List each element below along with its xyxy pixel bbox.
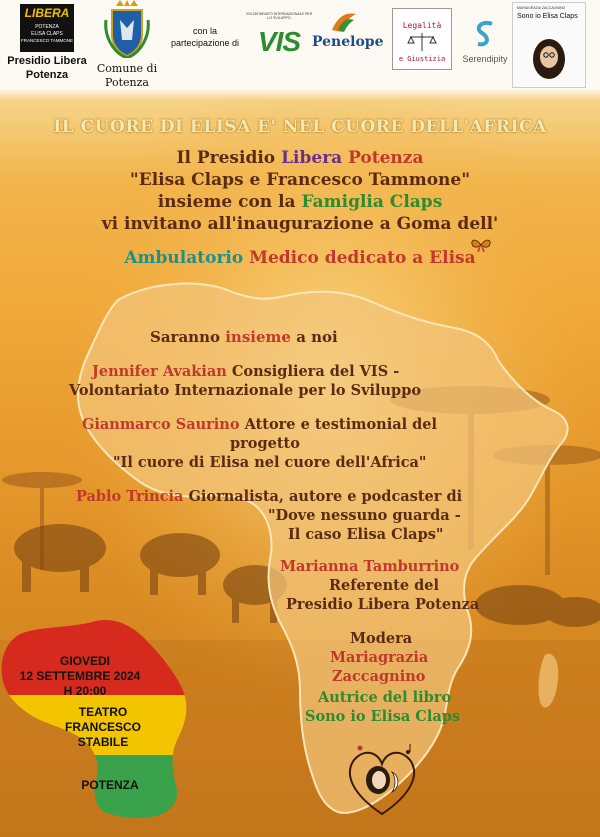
guest-1-role-1: Consigliera del VIS -	[231, 363, 400, 380]
libera-caption-1: Presidio Libera	[7, 55, 87, 67]
guest-1-role-2: Volontariato Internazionale per lo Sviluppo	[69, 382, 422, 399]
moderator-name-1: Mariagrazia	[330, 649, 429, 666]
invite-famiglia-claps: Famiglia Claps	[301, 192, 443, 212]
guests-intro-anoi: a noi	[296, 328, 338, 346]
guest-4-name: Marianna Tamburrino	[280, 558, 460, 575]
book-title: Sono io Elisa Claps	[517, 13, 578, 20]
invite-ambulatorio: Ambulatorio	[124, 248, 244, 268]
libera-logo-text: LIBERA	[24, 6, 70, 20]
event-date: 12 SETTEMBRE 2024	[19, 669, 141, 683]
event-day: GIOVEDI	[59, 654, 110, 668]
guest-1-name: Jennifer Avakian	[92, 363, 227, 380]
libera-logo-sub-1: POTENZA	[35, 24, 59, 30]
event-city: POTENZA	[81, 778, 139, 792]
penelope-logo: Penelope	[312, 34, 384, 50]
guest-3-name: Pablo Trincia	[76, 488, 184, 505]
moderator-role-1: Autrice del libro	[318, 689, 452, 706]
poster-title: IL CUORE DI ELISA E' NEL CUORE DELL'AFRICA	[53, 117, 547, 137]
libera-logo-sub-3: FRANCESCO TAMMONE	[20, 38, 74, 43]
event-venue-1: TEATRO	[78, 705, 128, 719]
legalita-logo-line-2: e Giustizia	[398, 55, 446, 63]
guest-4-role-2: Presidio Libera Potenza	[286, 596, 480, 613]
invite-medico: Medico dedicato a Elisa	[249, 248, 476, 268]
event-venue-3: STABILE	[77, 735, 129, 749]
vis-logo: VIS	[257, 26, 301, 57]
libera-logo-sub-2: ELISA CLAPS	[31, 31, 63, 37]
book-author: MARIAGRAZIA ZACCAGNINO	[517, 6, 566, 10]
serendipity-logo: Serendipity	[462, 54, 508, 64]
event-venue-2: FRANCESCO	[64, 720, 141, 734]
guests-intro-saranno: Saranno	[150, 328, 220, 346]
invite-libera: Libera	[281, 148, 343, 168]
comune-caption-2: Potenza	[105, 76, 149, 89]
partnership-text-1: con la	[192, 26, 218, 36]
invite-potenza: Potenza	[348, 148, 424, 168]
guest-3-role-2: "Dove nessuno guarda -	[268, 507, 461, 524]
legalita-logo-line-1: Legalità	[402, 21, 442, 30]
invite-presidio: Presidio	[196, 148, 276, 168]
libera-caption-2: Potenza	[25, 69, 69, 81]
guest-3-role-1: Giornalista, autore e podcaster di	[188, 488, 463, 505]
guest-2-name: Gianmarco Saurino	[82, 416, 240, 433]
guests-intro-insieme: insieme	[225, 328, 291, 346]
event-time: H 20:00	[63, 684, 107, 698]
partnership-text-2: partecipazione di	[170, 38, 240, 48]
guest-3-role-3: Il caso Elisa Claps"	[288, 526, 444, 543]
invite-il: Il	[176, 148, 191, 168]
guest-4-role-1: Referente del	[329, 577, 439, 594]
invite-insieme: insieme con la	[157, 192, 296, 212]
invite-line-4: vi invitano all'inaugurazione a Goma dell'	[101, 214, 499, 234]
moderator-label: Modera	[350, 630, 413, 647]
comune-caption-1: Comune di	[96, 62, 158, 75]
vis-logo-caption: VOLONTARIATO INTERNAZIONALE PER LO SVILUPPO	[245, 12, 313, 20]
moderator-name-2: Zaccagnino	[332, 668, 426, 685]
moderator-role-2: Sono io Elisa Claps	[305, 708, 461, 725]
guest-2-role-2: progetto	[230, 435, 300, 452]
invite-line-2: "Elisa Claps e Francesco Tammone"	[129, 170, 471, 190]
guest-2-role-3: "Il cuore di Elisa nel cuore dell'Africa"	[113, 454, 427, 471]
guest-2-role-1: Attore e testimonial del	[244, 416, 438, 433]
